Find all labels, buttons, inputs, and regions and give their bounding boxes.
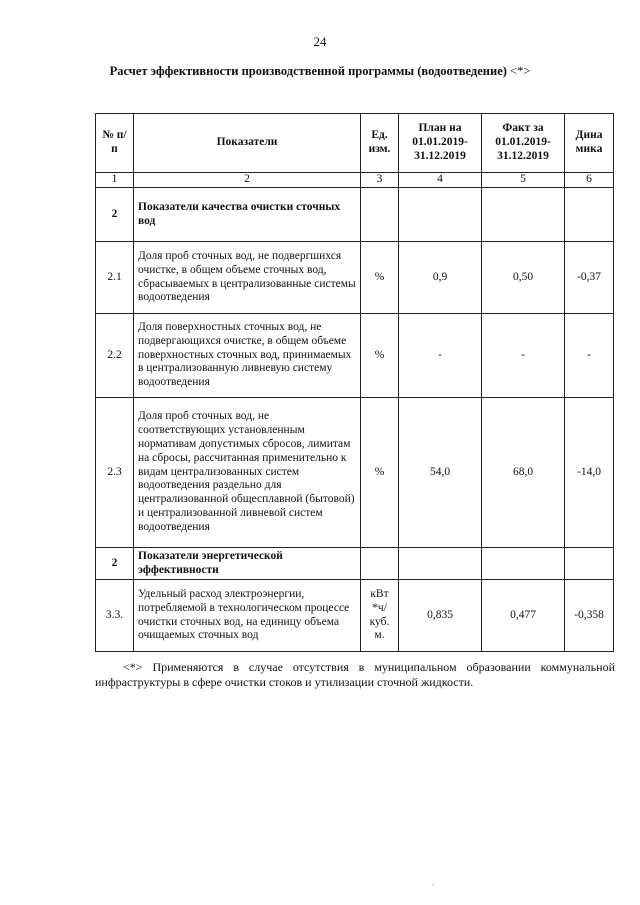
section-title: Показатели качества очистки сточных вод: [134, 188, 361, 242]
indicator-name: Доля поверхностных сточных вод, не подвергающихся очистке, в общем объеме поверхностных сточных вод, принимаемых в централизованную ливневую систему водоотведения: [134, 314, 361, 398]
title-footnote-mark: <*>: [510, 64, 531, 78]
footnote: <*> Применяются в случае отсутствия в муниципальном образовании коммунальной инфраструктуры в сфере очистки стоков и утилизации сточной жидкости.: [95, 660, 615, 689]
header-dynamic: Дина мика: [565, 114, 614, 173]
unit-cell: %: [361, 242, 399, 314]
row-number: 2.1: [96, 242, 134, 314]
row-number: 2.2: [96, 314, 134, 398]
header-unit: Ед. изм.: [361, 114, 399, 173]
unit-cell: %: [361, 398, 399, 548]
column-number: 6: [565, 173, 614, 188]
section-row: [96, 548, 614, 580]
indicator-name: Доля проб сточных вод, не подвергшихся очистке, в общем объеме сточных вод, сбрасываемых в централизованные системы водоотведения: [134, 242, 361, 314]
table-row: [96, 580, 614, 652]
page-number: 24: [313, 34, 327, 49]
document-title: [0, 64, 640, 79]
header-plan: План на 01.01.2019-31.12.2019: [399, 114, 482, 173]
efficiency-table: [95, 113, 614, 652]
header-row: [96, 114, 614, 173]
table-row: [96, 398, 614, 548]
section-title: Показатели энергетической эффективности: [134, 548, 361, 580]
unit-cell: %: [361, 314, 399, 398]
plan-cell: 54,0: [399, 398, 482, 548]
fact-cell: -: [482, 314, 565, 398]
unit-cell: кВт *ч/ куб. м.: [361, 580, 399, 652]
fact-cell: 0,477: [482, 580, 565, 652]
header-num: № п/п: [96, 114, 134, 173]
dynamic-cell: -0,37: [565, 242, 614, 314]
table-row: [96, 314, 614, 398]
row-number: 2: [96, 548, 134, 580]
row-number: 2: [96, 188, 134, 242]
table-row: [96, 242, 614, 314]
plan-cell: 0,835: [399, 580, 482, 652]
row-number: 3.3.: [96, 580, 134, 652]
fact-cell: 68,0: [482, 398, 565, 548]
plan-cell: -: [399, 314, 482, 398]
column-number: 5: [482, 173, 565, 188]
plan-cell: 0,9: [399, 242, 482, 314]
column-number-row: [96, 173, 614, 188]
indicator-name: Доля проб сточных вод, не соответствующих установленным нормативам допустимых сбросов, лимитам на сбросы, рассчитанная применительно к видам централизованных систем водоотведения раздельно для централизованной общесплавной (бытовой) и централизованной ливневой систем водоотведения: [134, 398, 361, 548]
section-row: [96, 188, 614, 242]
column-number: 1: [96, 173, 134, 188]
dynamic-cell: -0,358: [565, 580, 614, 652]
header-fact: Факт за 01.01.2019-31.12.2019: [482, 114, 565, 173]
dynamic-cell: -: [565, 314, 614, 398]
column-number: 3: [361, 173, 399, 188]
dynamic-cell: -14,0: [565, 398, 614, 548]
column-number: 2: [134, 173, 361, 188]
row-number: 2.3: [96, 398, 134, 548]
scan-dot: [432, 884, 433, 885]
document-title-text: Расчет эффективности производственной программы (водоотведение): [109, 64, 507, 78]
column-number: 4: [399, 173, 482, 188]
indicator-name: Удельный расход электроэнергии, потребляемой в технологическом процессе очистки сточных вод, на единицу объема очищаемых сточных вод: [134, 580, 361, 652]
fact-cell: 0,50: [482, 242, 565, 314]
header-indicator: Показатели: [134, 114, 361, 173]
